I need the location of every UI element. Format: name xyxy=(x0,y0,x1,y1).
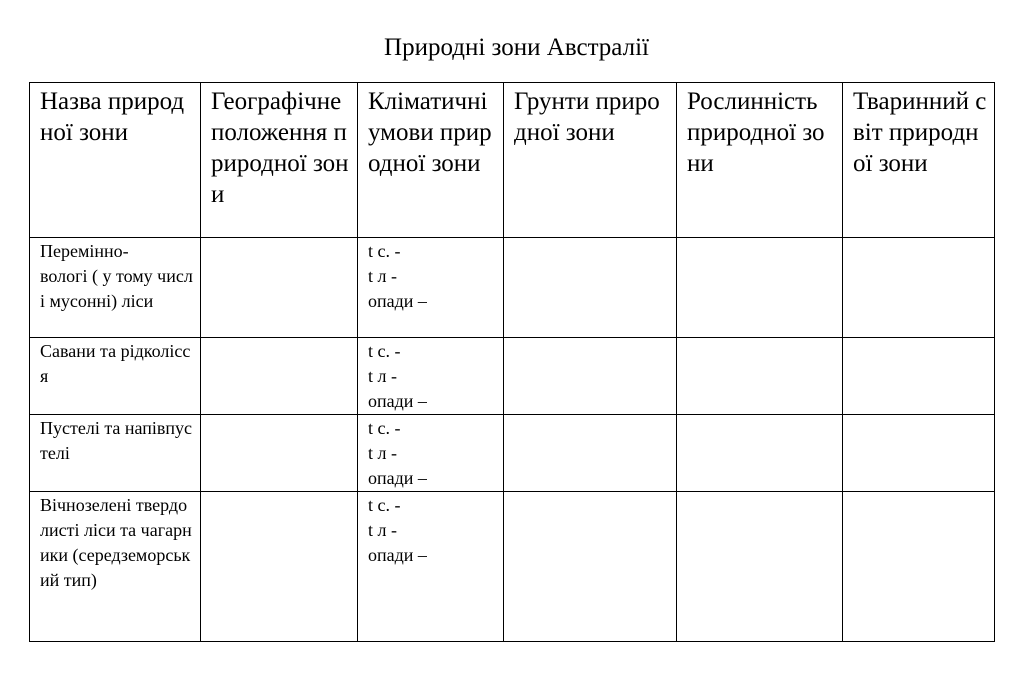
summer-temp-line: t л - xyxy=(368,520,397,540)
precipitation-line: опади – xyxy=(368,391,427,411)
precipitation-line: опади – xyxy=(368,468,427,488)
zone-name-cell: Пустелі та напівпустелі xyxy=(30,415,201,492)
fauna-cell xyxy=(843,415,995,492)
climate-cell xyxy=(358,492,504,642)
soils-cell xyxy=(504,415,677,492)
vegetation-cell xyxy=(677,492,843,642)
climate-cell xyxy=(358,415,504,492)
climate-cell xyxy=(358,338,504,415)
position-cell xyxy=(201,238,358,338)
winter-temp-line: t с. - xyxy=(368,495,401,515)
vegetation-cell xyxy=(677,415,843,492)
climate-cell xyxy=(358,238,504,338)
precipitation-line: опади – xyxy=(368,291,427,311)
vegetation-cell xyxy=(677,238,843,338)
header-zone-name: Назва природної зони xyxy=(30,83,201,238)
table-row xyxy=(30,492,995,642)
table-row xyxy=(30,338,995,415)
winter-temp-line: t с. - xyxy=(368,241,401,261)
position-cell xyxy=(201,492,358,642)
winter-temp-line: t с. - xyxy=(368,418,401,438)
summer-temp-line: t л - xyxy=(368,266,397,286)
summer-temp-line: t л - xyxy=(368,443,397,463)
table-header-row xyxy=(30,83,995,238)
vegetation-cell xyxy=(677,338,843,415)
natural-zones-table xyxy=(29,82,995,642)
table-row xyxy=(30,415,995,492)
summer-temp-line: t л - xyxy=(368,366,397,386)
precipitation-line: опади – xyxy=(368,545,427,565)
table-row xyxy=(30,238,995,338)
document-title: Природні зони Австралії xyxy=(384,34,649,61)
zone-name-cell: Перемінно- вологі ( у тому числі мусонні) ліси xyxy=(30,238,201,338)
soils-cell xyxy=(504,238,677,338)
zone-name-cell: Вічнозелені твердо листі ліси та чагарники (середземорський тип) xyxy=(30,492,201,642)
fauna-cell xyxy=(843,492,995,642)
winter-temp-line: t с. - xyxy=(368,341,401,361)
zone-name-cell: Савани та рідколісся xyxy=(30,338,201,415)
fauna-cell xyxy=(843,338,995,415)
header-climate-conditions: Кліматичні умови природної зони xyxy=(358,83,504,238)
header-vegetation: Рослинність природної зони xyxy=(677,83,843,238)
position-cell xyxy=(201,415,358,492)
position-cell xyxy=(201,338,358,415)
header-geographic-position: Географічне положення природної зони xyxy=(201,83,358,238)
soils-cell xyxy=(504,338,677,415)
header-soils: Грунти природної зони xyxy=(504,83,677,238)
soils-cell xyxy=(504,492,677,642)
fauna-cell xyxy=(843,238,995,338)
header-fauna: Тваринний світ природної зони xyxy=(843,83,995,238)
